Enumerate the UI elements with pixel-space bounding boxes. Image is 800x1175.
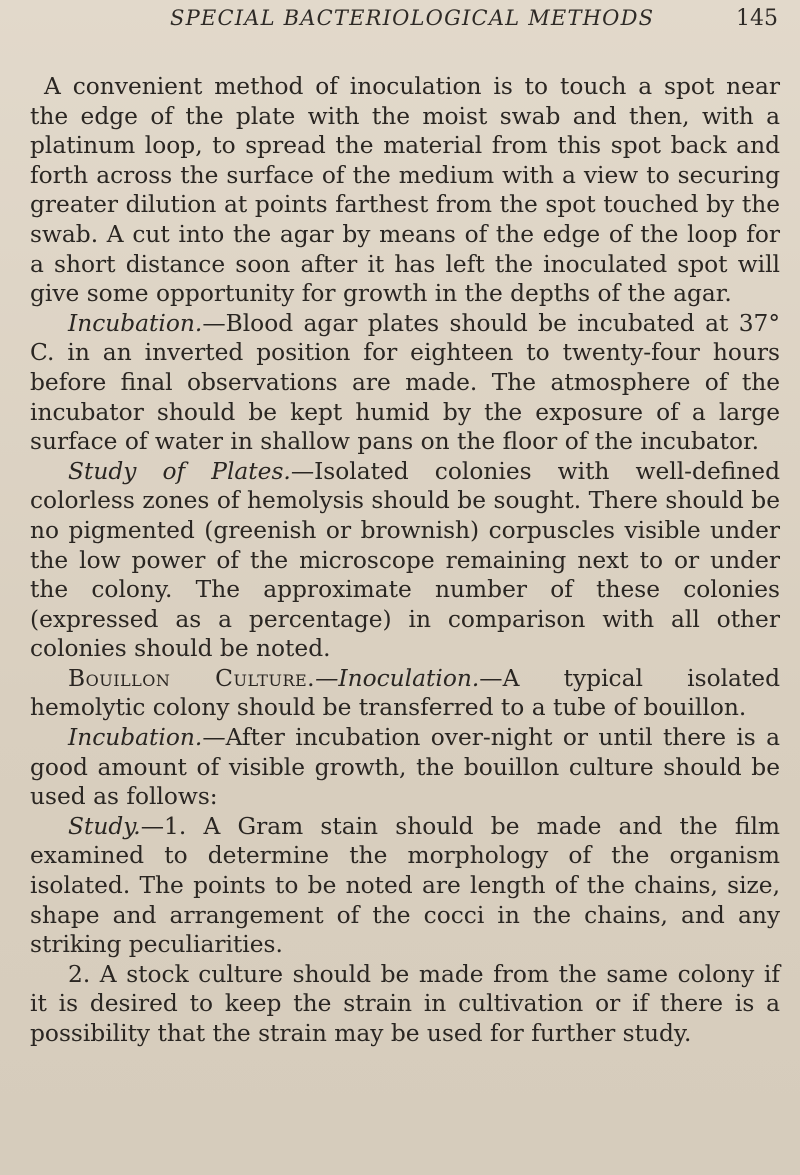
page-number: 145 [736, 6, 778, 31]
paragraph-study-gram-stain [30, 812, 780, 960]
paragraph-text: —A typical isolated hemolytic colony should be transferred to a tube of bouillon. [30, 664, 781, 722]
paragraph-heading: Study. [68, 812, 141, 840]
paragraph-text: —Blood agar plates should be incubated at 37° C. in an inverted position for eighteen to twenty-four hours before final observations are made. The atmosphere of the incubator should be kept humid by the exposure of a large surface of water in shallow pans on the floor of the incubator. [30, 309, 780, 456]
running-head [150, 6, 790, 46]
paragraph-inoculation-method [30, 72, 780, 309]
paragraph-study-of-plates [30, 457, 780, 664]
paragraph-text: —Isolated colonies with well-defined colorless zones of hemolysis should be sought. There should be no pigmented (greenish or brownish) corpuscles visible under the low power of the microscope remaining next to or under the colony. The approximate number of these colonies (expressed as a percentage) in comparison with all other colonies should be noted. [30, 457, 780, 663]
paragraph-heading: —Inoculation. [315, 664, 480, 692]
paragraph-text: A convenient method of inoculation is to touch a spot near the edge of the plate with the moist swab and then, with a platinum loop, to spread the material from this spot back and forth across the surface of the medium with a view to securing greater dilution at points farthest from the spot touched by the swab. A cut into the agar by means of the edge of the loop for a short distance soon after it has left the inoculated spot will give some opportunity for growth in the depths of the agar. [30, 73, 780, 308]
running-head-title: SPECIAL BACTERIOLOGICAL METHODS [170, 6, 655, 30]
paragraph-bouillon-incubation [30, 723, 780, 812]
body-text [30, 72, 780, 1049]
paragraph-bouillon-culture [30, 664, 780, 723]
paragraph-text: 2. A stock culture should be made from the same colony if it is desired to keep the strain in cultivation or if there is a possibility that the strain may be used for further study. [30, 960, 780, 1047]
paragraph-stock-culture [30, 960, 780, 1049]
paragraph-heading: Incubation. [68, 309, 203, 337]
section-heading: Bouillon Culture. [68, 664, 316, 692]
paragraph-text: —After incubation over-night or until there is a good amount of visible growth, the bouillon culture should be used as follows: [30, 724, 780, 811]
paragraph-heading: Incubation. [68, 724, 203, 752]
paragraph-incubation [30, 309, 780, 457]
paragraph-heading: Study of Plates. [68, 457, 291, 485]
paragraph-text: —1. A Gram stain should be made and the film examined to determine the morphology of the organism isolated. The points to be noted are length of the chains, size, shape and arrangement of the cocci in the chains, and any striking peculiarities. [30, 812, 780, 959]
